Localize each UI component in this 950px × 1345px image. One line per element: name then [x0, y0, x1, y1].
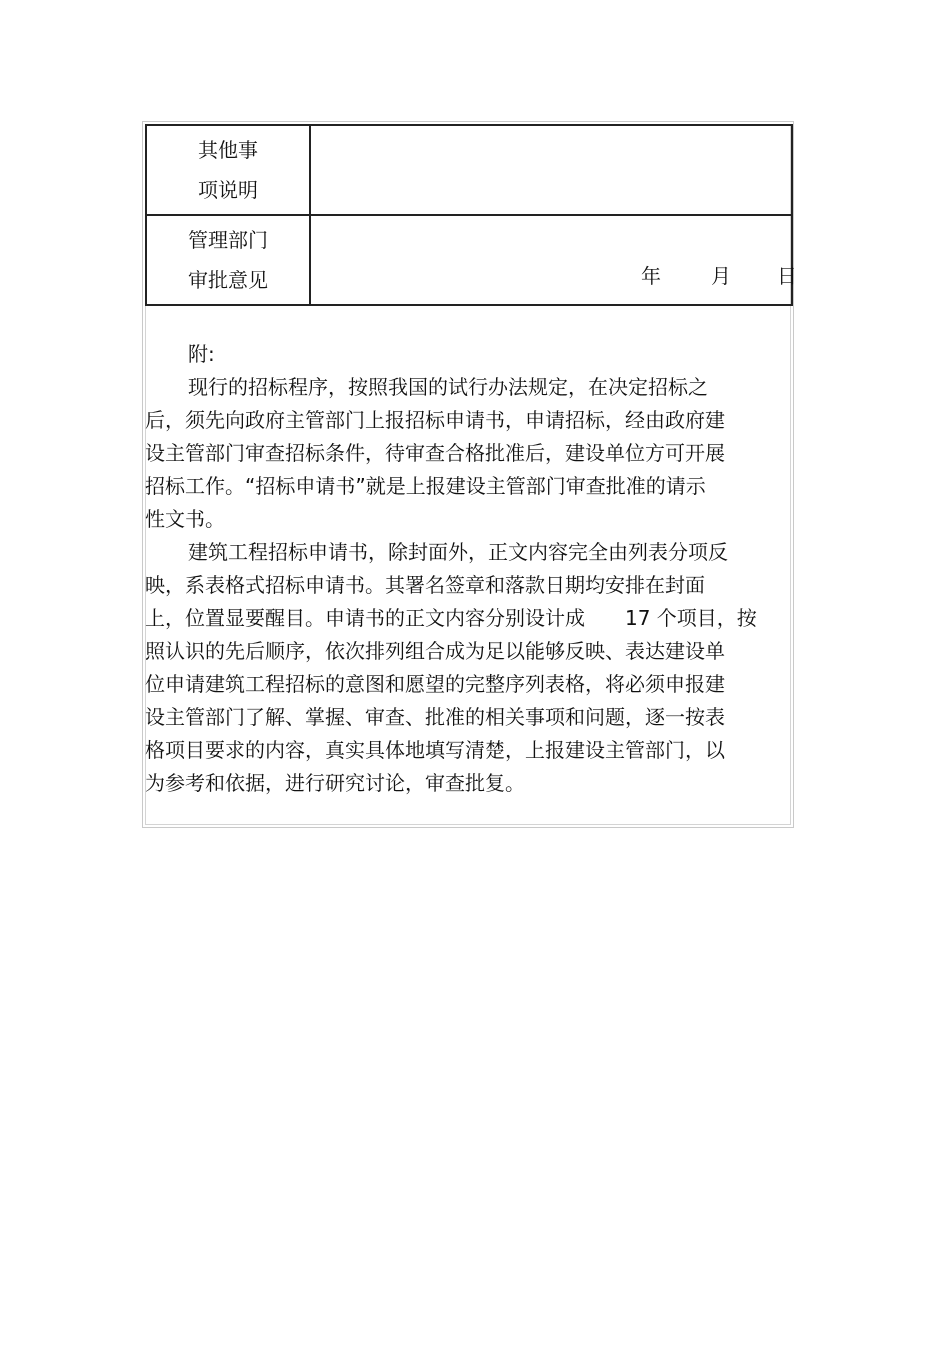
- paragraph1-line: 后，须先向政府主管部门上报招标申请书，申请招标，经由政府建: [145, 408, 725, 432]
- paragraph1-line: 性文书。: [145, 507, 225, 531]
- other-matters-label-line2: 项说明: [198, 178, 258, 202]
- date-day: 日: [777, 264, 797, 288]
- paragraph2-line: 设主管部门了解、掌握、审查、批准的相关事项和问题，逐一按表: [145, 705, 725, 729]
- approval-opinion-label-line2: 审批意见: [188, 268, 268, 292]
- paragraph2-line: 照认识的先后顺序，依次排列组合成为足以能够反映、表达建设单: [145, 639, 725, 663]
- other-matters-label: [146, 125, 310, 215]
- date-year: 年: [641, 264, 661, 288]
- other-matters-value: [310, 125, 792, 215]
- paragraph2-line: 为参考和依据，进行研究讨论，审查批复。: [145, 771, 525, 795]
- paragraph2-line: 建筑工程招标申请书，除封面外，正文内容完全由列表分项反: [188, 540, 728, 564]
- paragraph2-line: [145, 602, 785, 635]
- approval-opinion-label: [146, 215, 310, 305]
- approval-form-table: [145, 124, 797, 306]
- approval-opinion-label-line1: 管理部门: [188, 228, 268, 252]
- appendix-note: [145, 338, 785, 800]
- approval-opinion-row: [146, 215, 792, 305]
- approval-opinion-value: [310, 215, 797, 305]
- paragraph1-line: 现行的招标程序，按照我国的试行办法规定，在决定招标之: [188, 375, 708, 399]
- other-matters-row: [146, 125, 792, 215]
- appendix-heading: 附:: [188, 342, 215, 366]
- other-matters-label-line1: 其他事: [198, 138, 258, 162]
- paragraph2-line: 映，系表格式招标申请书。其署名签章和落款日期均安排在封面: [145, 573, 705, 597]
- paragraph2-line-part-a: 上，位置显要醒目。申请书的正文内容分别设计成: [145, 606, 585, 630]
- paragraph1-line: 设主管部门审查招标条件，待审查合格批准后，建设单位方可开展: [145, 441, 725, 465]
- approval-date: [641, 263, 797, 289]
- paragraph2-line: 位申请建筑工程招标的意图和愿望的完整序列表格，将必须申报建: [145, 672, 725, 696]
- paragraph2-line-part-b: 17 个项目，按: [625, 606, 757, 630]
- paragraph1-line: 招标工作。“招标申请书”就是上报建设主管部门审查批准的请示: [145, 474, 706, 498]
- date-month: 月: [711, 264, 731, 288]
- paragraph2-line: 格项目要求的内容，真实具体地填写清楚，上报建设主管部门，以: [145, 738, 725, 762]
